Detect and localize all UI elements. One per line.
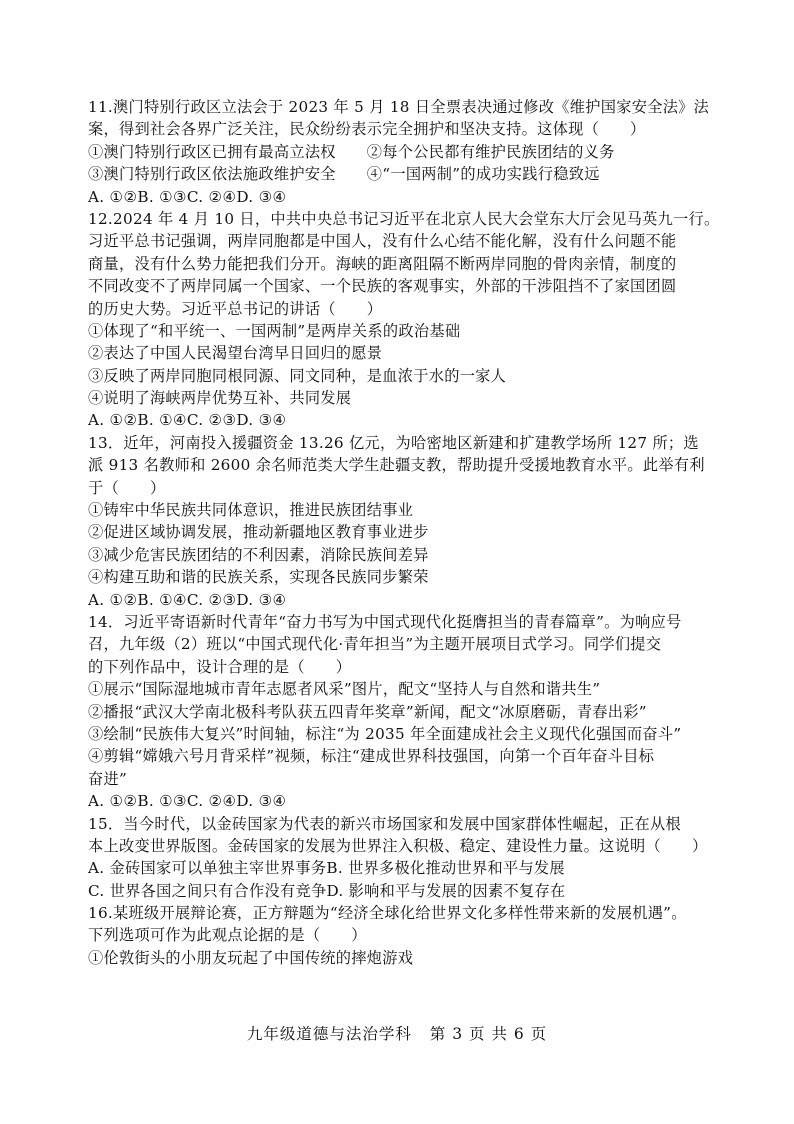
question-list [88, 96, 728, 969]
question-text-line: 商量，没有什么势力能把我们分开。海峡的距离阻隔不断两岸同胞的骨肉亲情，制度的 [88, 254, 677, 273]
question-text-line: 习近平总书记强调，两岸同胞都是中国人，没有什么心结不能化解，没有什么问题不能 [88, 232, 677, 251]
question-14 [88, 611, 728, 813]
answer-options [88, 186, 728, 208]
answer-options [88, 790, 728, 812]
answer-option: D. 影响和平与发展的因素不复存在 [326, 881, 566, 900]
question-text-line: ②促进区域协调发展，推动新疆地区教育事业进步 [88, 523, 429, 542]
question-text-line: ②表达了中国人民渴望台湾早日回归的愿景 [88, 344, 383, 363]
answer-option: A. ①② [88, 187, 138, 206]
answer-option: B. 世界多极化推动世界和平与发展 [326, 859, 565, 878]
question-text-line: ④构建互助和谐的民族关系，实现各民族同步繁荣 [88, 568, 429, 587]
page-footer [0, 1022, 794, 1044]
question-text-line: 的历史大势。习近平总书记的讲话（ ） [88, 299, 383, 318]
answer-options [88, 857, 728, 879]
question-text-line: 于（ ） [88, 478, 166, 497]
answer-option: B. ①③ [137, 187, 187, 206]
question-stem: 11.澳门特别行政区立法会于 2023 年 5 月 18 日全票表决通过修改《维护国家安全法》法 [88, 98, 710, 116]
question-text-line: 案，得到社会各界广泛关注，民众纷纷表示完全拥护和坚决支持。这体现（ ） [88, 120, 646, 139]
question-text-line: ④剪辑“嫦娥六号月背采样”视频，标注“建成世界科技强国，向第一个百年奋斗目标 [88, 747, 655, 766]
footer-subject: 九年级道德与法治学科 [246, 1025, 412, 1043]
question-text-line: ③反映了两岸同胞同根同源、同文同种，是血浓于水的一家人 [88, 366, 507, 385]
question-text-line: ①伦敦街头的小朋友玩起了中国传统的摔炮游戏 [88, 948, 414, 967]
question-text-line: ③绘制“民族伟大复兴”时间轴，标注“为 2035 年全面建成社会主义现代化强国而奋斗” [88, 724, 682, 743]
question-11 [88, 96, 728, 208]
question-15 [88, 813, 728, 903]
question-text-line: 派 913 名教师和 2600 余名师范类大学生赴疆支教，帮助提升受援地教育水平。此举有利 [88, 456, 705, 475]
question-13 [88, 432, 728, 611]
question-text-line: 本上改变世界版图。金砖国家的发展为世界注入积极、稳定、建设性力量。这说明（ ） [88, 836, 708, 855]
question-text-line: ③减少危害民族团结的不利因素，消除民族间差异 [88, 545, 429, 564]
question-stem: 14．习近平寄语新时代青年“奋力书写为中国式现代化挺膺担当的青春篇章”。为响应号 [88, 612, 682, 631]
answer-option: D. ③④ [236, 411, 287, 430]
answer-option: D. ③④ [236, 187, 287, 206]
question-12 [88, 208, 728, 432]
question-text-line: ①澳门特别行政区已拥有最高立法权 ②每个公民都有维护民族团结的义务 [88, 142, 615, 161]
question-text-line: ①体现了“和平统一、一国两制”是两岸关系的政治基础 [88, 321, 461, 340]
answer-option: A. ①② [88, 411, 138, 430]
question-text-line: 召，九年级（2）班以“中国式现代化·青年担当”为主题开展项目式学习。同学们提交 [88, 635, 662, 654]
question-stem: 13．近年，河南投入援疆资金 13.26 亿元，为哈密地区新建和扩建教学场所 127 所；选 [88, 433, 699, 452]
question-text-line: ①展示“国际湿地城市青年志愿者风采”图片，配文“坚持人与自然和谐共生” [88, 680, 601, 699]
question-text-line: 不同改变不了两岸同属一个国家、一个民族的客观事实，外部的干涉阻挡不了家国团圆 [88, 277, 677, 296]
question-stem: 15．当今时代，以金砖国家为代表的新兴市场国家和发展中国家群体性崛起，正在从根 [88, 814, 681, 833]
question-16 [88, 902, 728, 969]
answer-option: A. ①② [88, 590, 138, 609]
answer-options [88, 589, 728, 611]
question-text-line: ②播报“武汉大学南北极科考队获五四青年奖章”新闻，配文“冰原磨砺，青春出彩” [88, 702, 647, 721]
answer-option: C. 世界各国之间只有合作没有竞争 [88, 881, 327, 900]
question-text-line: ①铸牢中华民族共同体意识，推进民族团结事业 [88, 501, 414, 520]
answer-option: D. ③④ [236, 590, 287, 609]
answer-options [88, 880, 728, 902]
answer-options [88, 409, 728, 431]
answer-option: B. ①④ [137, 590, 187, 609]
answer-option: A. 金砖国家可以单独主宰世界事务 [88, 859, 327, 878]
answer-option: B. ①④ [137, 411, 187, 430]
answer-option: C. ②③ [186, 590, 237, 609]
question-text-line: 下列选项可作为此观点论据的是（ ） [88, 926, 367, 945]
question-text-line: ③澳门特别行政区依法施政维护安全 ④“一国两制”的成功实践行稳致远 [88, 165, 600, 184]
question-text-line: 的下列作品中，设计合理的是（ ） [88, 657, 352, 676]
answer-option: D. ③④ [236, 792, 287, 811]
answer-option: A. ①② [88, 792, 138, 811]
answer-option: C. ②④ [186, 792, 237, 811]
question-text-line: 奋进” [88, 769, 128, 788]
answer-option: C. ②③ [186, 411, 237, 430]
question-stem: 16.某班级开展辩论赛，正方辩题为“经济全球化给世界文化多样性带来新的发展机遇”。 [88, 904, 687, 923]
question-text-line: ④说明了海峡两岸优势互补、共同发展 [88, 389, 352, 408]
question-stem: 12.2024 年 4 月 10 日，中共中央总书记习近平在北京人民大会堂东大厅会见马英九一行。 [88, 209, 720, 228]
footer-page-number: 第 3 页 共 6 页 [429, 1025, 548, 1043]
answer-option: C. ②④ [186, 187, 237, 206]
answer-option: B. ①③ [137, 792, 187, 811]
